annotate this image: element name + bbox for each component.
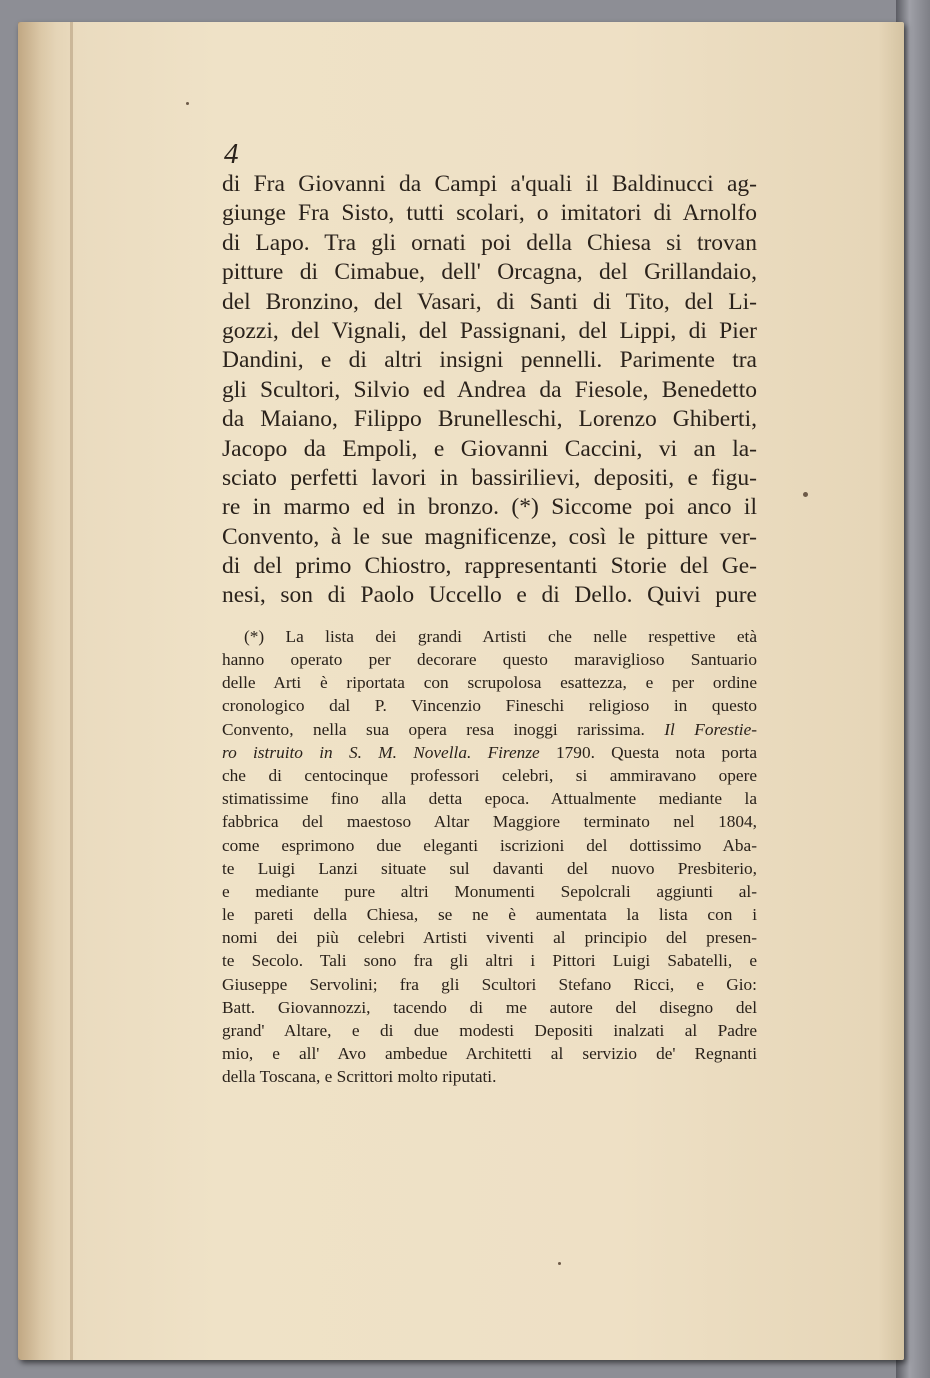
main-text-line: re in marmo ed in bronzo. (*) Siccome poi anco il xyxy=(222,494,757,521)
main-text-line: di Lapo. Tra gli ornati poi della Chiesa si trovan xyxy=(222,229,757,256)
main-text-line: gozzi, del Vignali, del Passignani, del Lippi, di Pier xyxy=(222,317,757,344)
paper-speck xyxy=(186,102,189,105)
book-title: ro istruito in S. M. Novella. Firenze xyxy=(222,742,540,762)
footnote-text: Convento, nella sua opera resa inoggi rarissima. xyxy=(222,719,645,739)
main-text-line: pitture di Cimabue, dell' Orcagna, del Grillandaio, xyxy=(222,259,757,286)
paper-speck xyxy=(558,1262,561,1265)
footnote-line xyxy=(222,718,757,741)
main-text-line: gli Scultori, Silvio ed Andrea da Fiesole, Benedetto xyxy=(222,376,757,403)
footnote xyxy=(222,625,757,1089)
footnote-line: delle Arti è riportata con scrupolosa esattezza, e per ordine xyxy=(222,673,757,693)
main-text-line: nesi, son di Paolo Uccello e di Dello. Quivi pure xyxy=(222,582,757,609)
footnote-line: te Luigi Lanzi situate sul davanti del nuovo Presbiterio, xyxy=(222,858,757,878)
page-edge-shadow xyxy=(18,22,56,1360)
footnote-line: che di centocinque professori celebri, si ammiravano opere xyxy=(222,765,757,785)
paper-speck xyxy=(803,492,808,497)
footnote-line: come esprimono due eleganti iscrizioni del dottissimo Aba- xyxy=(222,835,757,855)
footnote-line: fabbrica del maestoso Altar Maggiore terminato nel 1804, xyxy=(222,812,757,832)
main-body xyxy=(222,170,757,611)
page-number: 4 xyxy=(224,138,239,170)
footnote-line: le pareti della Chiesa, se ne è aumentata la lista con i xyxy=(222,905,757,925)
footnote-line: della Toscana, e Scrittori molto riputati. xyxy=(222,1067,497,1087)
main-text-line: di del primo Chiostro, rappresentanti Storie del Ge- xyxy=(222,553,757,580)
main-text-line: Convento, à le sue magnificenze, così le pitture ver- xyxy=(222,523,757,550)
main-text-line: Jacopo da Empoli, e Giovanni Caccini, vi an la- xyxy=(222,435,757,462)
footnote-line: Batt. Giovannozzi, tacendo di me autore del disegno del xyxy=(222,997,757,1017)
footnote-line: cronologico dal P. Vincenzio Fineschi religioso in questo xyxy=(222,696,757,716)
footnote-line: hanno operato per decorare questo maraviglioso Santuario xyxy=(222,650,757,670)
footnote-line: e mediante pure altri Monumenti Sepolcrali aggiunti al- xyxy=(222,881,757,901)
footnote-line: mio, e all' Avo ambedue Architetti al servizio de' Regnanti xyxy=(222,1044,757,1064)
footnote-line: stimatissime fino alla detta epoca. Attualmente mediante la xyxy=(222,789,757,809)
text-block xyxy=(222,140,757,1089)
footnote-line xyxy=(222,741,757,764)
main-text-line: del Bronzino, del Vasari, di Santi di Tito, del Li- xyxy=(222,288,757,315)
book-title: Il Forestie- xyxy=(664,719,757,739)
footnote-text: 1790. Questa nota porta xyxy=(556,742,758,762)
main-text-line: Dandini, e di altri insigni pennelli. Parimente tra xyxy=(222,347,757,374)
main-text-line: sciato perfetti lavori in bassirilievi, depositi, e figu- xyxy=(222,464,757,491)
main-text-line: di Fra Giovanni da Campi a'quali il Baldinucci ag- xyxy=(222,171,757,197)
main-text-line: da Maiano, Filippo Brunelleschi, Lorenzo Ghiberti, xyxy=(222,406,757,433)
footnote-line: Giuseppe Servolini; fra gli Scultori Stefano Ricci, e Gio: xyxy=(222,974,757,994)
footnote-line: (*) La lista dei grandi Artisti che nelle respettive età xyxy=(244,626,757,646)
footnote-line: te Secolo. Tali sono fra gli altri i Pittori Luigi Sabatelli, e xyxy=(222,951,757,971)
main-text-line: giunge Fra Sisto, tutti scolari, o imitatori di Arnolfo xyxy=(222,200,757,227)
page-fold xyxy=(70,22,73,1360)
footnote-line: nomi dei più celebri Artisti viventi al principio del presen- xyxy=(222,928,757,948)
footnote-line: grand' Altare, e di due modesti Depositi inalzati al Padre xyxy=(222,1021,757,1041)
